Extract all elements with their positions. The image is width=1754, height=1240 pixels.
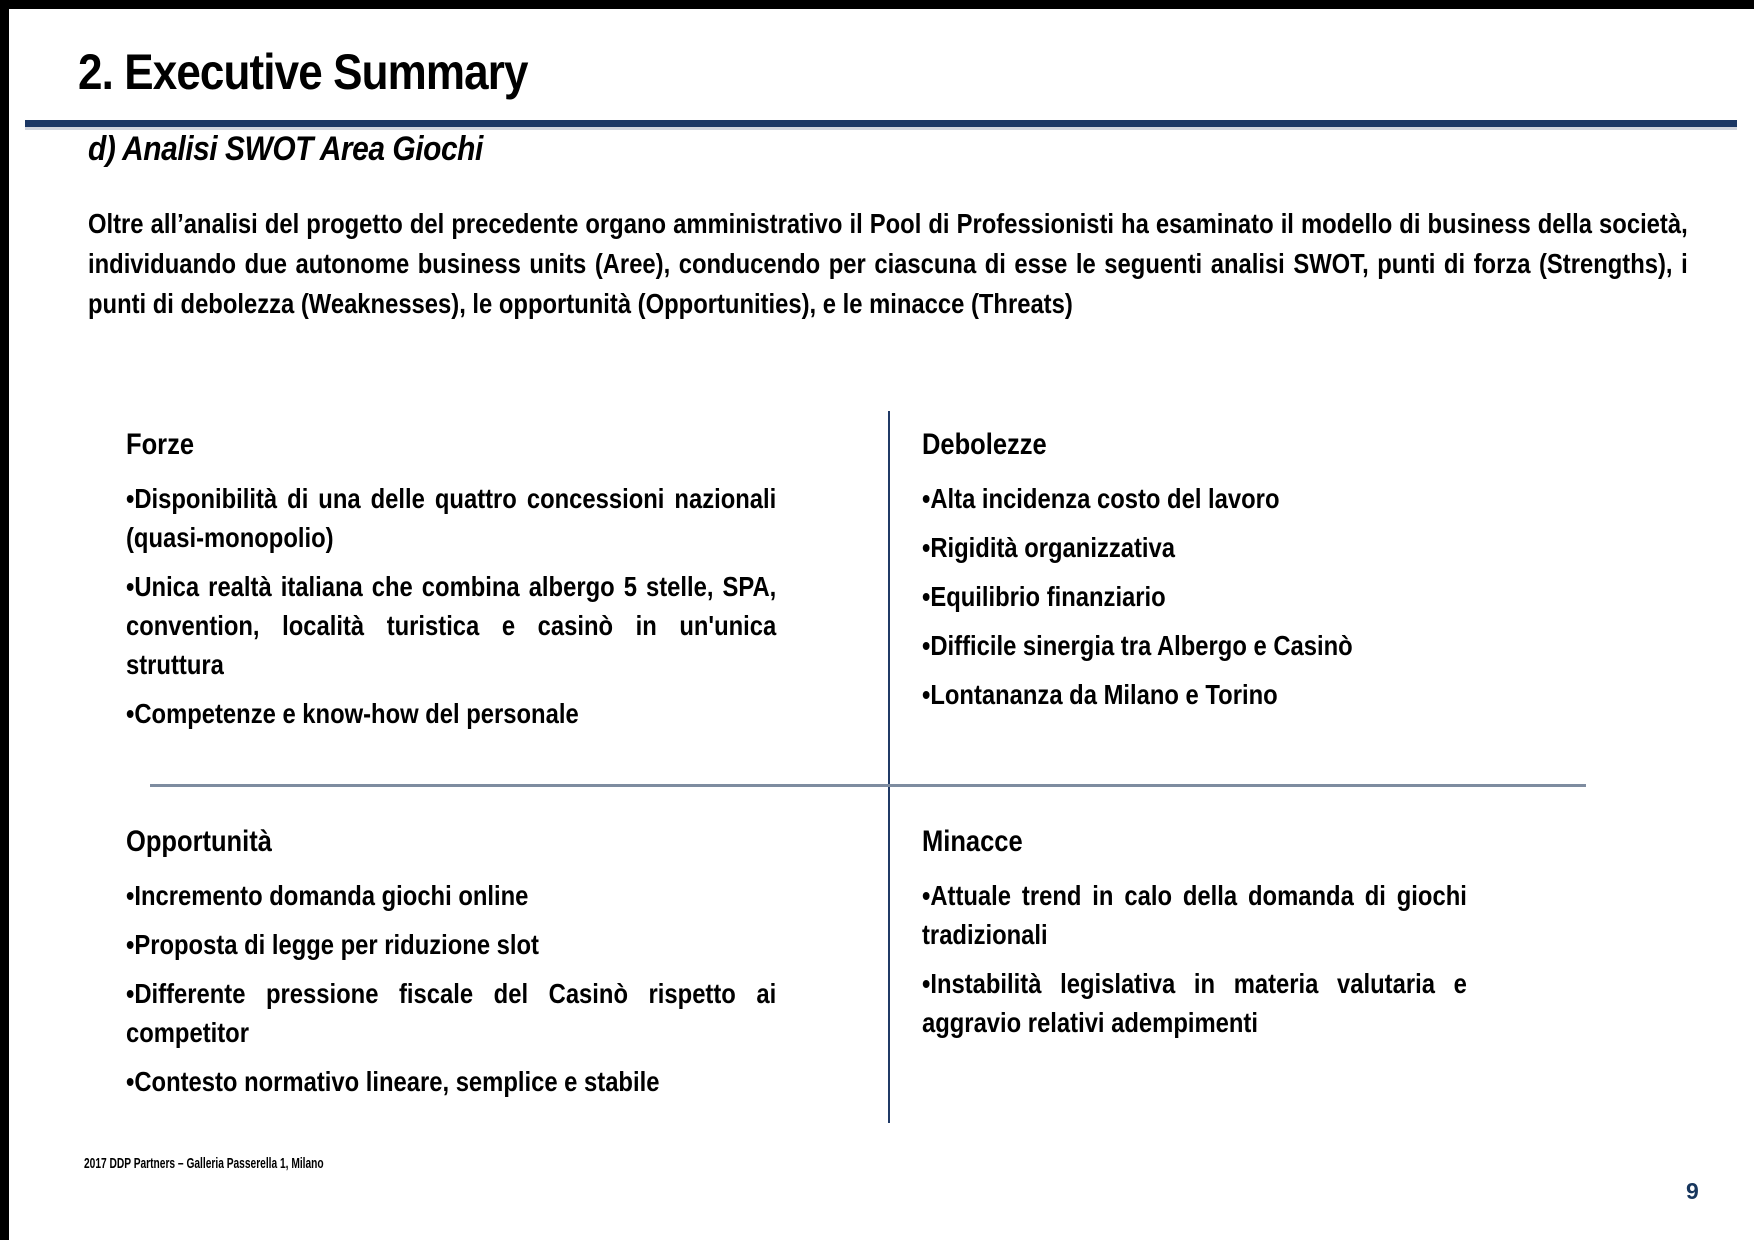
bullet-glyph: • (922, 679, 931, 710)
bullet-item (126, 1062, 776, 1101)
swot-vertical-divider (888, 411, 890, 1123)
bullet-text: Incremento domanda giochi online (134, 880, 529, 911)
bullet-item (922, 964, 1467, 1042)
bullet-text: Instabilità legislativa in materia valutaria e aggravio relativi adempimenti (922, 968, 1467, 1038)
bullet-item (126, 567, 776, 684)
bullet-text: Competenze e know-how del personale (134, 698, 579, 729)
bullet-item (922, 876, 1467, 954)
bullet-text: Equilibrio finanziario (930, 581, 1166, 612)
page-number: 9 (1686, 1178, 1699, 1204)
bullet-glyph: • (922, 532, 931, 563)
bullet-text: Unica realtà italiana che combina albergo 5 stelle, SPA, convention, località turistica e casinò in un'unica struttura (126, 571, 777, 680)
bullet-item (126, 974, 776, 1052)
bullet-item (126, 925, 776, 964)
bullet-item (922, 675, 1467, 714)
bullet-glyph: • (126, 880, 135, 911)
title-rule (25, 120, 1737, 127)
bullet-glyph: • (126, 978, 135, 1009)
left-border-bar (0, 0, 9, 1240)
quadrant-strengths (126, 427, 776, 743)
bullet-text: Alta incidenza costo del lavoro (930, 483, 1280, 514)
quadrant-opportunities (126, 824, 776, 1111)
quadrant-threats (922, 824, 1467, 1052)
bullet-item (922, 479, 1467, 518)
bullet-text: Proposta di legge per riduzione slot (134, 929, 539, 960)
quadrant-weaknesses (922, 427, 1467, 724)
bullet-glyph: • (126, 483, 135, 514)
quadrant-heading: Debolezze (922, 428, 1047, 461)
bullet-item (126, 694, 776, 733)
bullet-item (126, 876, 776, 915)
intro-paragraph: Oltre all’analisi del progetto del precedente organo amministrativo il Pool di Professionisti ha esaminato il modello di business della società, individuando due autonome business units (Aree), conducendo per ciascuna di esse le seguenti analisi SWOT, punti di forza (Strengths), i punti di debolezza (Weaknesses), le opportunità (Opportunities), e le minacce (Threats) (88, 208, 1688, 319)
quadrant-heading: Opportunità (126, 825, 272, 858)
bullet-text: Rigidità organizzativa (930, 532, 1175, 563)
bullet-glyph: • (922, 968, 931, 999)
bullet-glyph: • (126, 929, 135, 960)
page-subtitle: d) Analisi SWOT Area Giochi (88, 130, 483, 168)
quadrant-heading: Minacce (922, 825, 1023, 858)
bullet-glyph: • (126, 571, 135, 602)
bullet-glyph: • (922, 581, 931, 612)
bullet-item (126, 479, 776, 557)
bullet-glyph: • (126, 698, 135, 729)
footer-copyright: 2017 DDP Partners – Galleria Passerella 1, Milano (84, 1155, 324, 1172)
bullet-text: Contesto normativo lineare, semplice e stabile (134, 1066, 660, 1097)
bullet-text: Lontananza da Milano e Torino (930, 679, 1278, 710)
page-title: 2. Executive Summary (78, 44, 528, 100)
swot-horizontal-divider (150, 784, 1586, 787)
bullet-glyph: • (922, 880, 931, 911)
bullet-glyph: • (922, 483, 931, 514)
bullet-text: Differente pressione fiscale del Casinò rispetto ai competitor (126, 978, 777, 1048)
bullet-text: Disponibilità di una delle quattro concessioni nazionali (quasi-monopolio) (126, 483, 777, 553)
bullet-glyph: • (922, 630, 931, 661)
quadrant-heading: Forze (126, 428, 195, 461)
bullet-item (922, 577, 1467, 616)
bullet-item (922, 626, 1467, 665)
bullet-glyph: • (126, 1066, 135, 1097)
top-border-bar (0, 0, 1754, 9)
bullet-text: Attuale trend in calo della domanda di giochi tradizionali (922, 880, 1467, 950)
bullet-text: Difficile sinergia tra Albergo e Casinò (930, 630, 1353, 661)
bullet-item (922, 528, 1467, 567)
